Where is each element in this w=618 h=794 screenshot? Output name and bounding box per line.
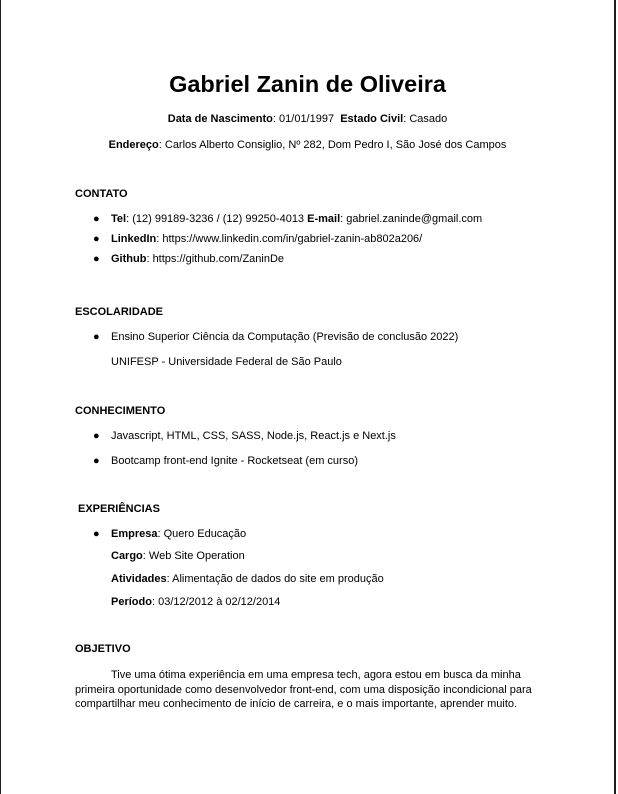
objective-paragraph <box>75 668 545 712</box>
role-value: Web Site Operation <box>148 550 245 562</box>
page-title: Gabriel Zanin de Oliveira <box>169 71 446 97</box>
education-institution: UNIFESP - Universidade Federal de São Paulo <box>111 356 342 368</box>
civil-value: Casado <box>409 113 448 125</box>
email-label: E-mail <box>307 213 341 225</box>
civil-label: Estado Civil <box>340 113 404 125</box>
bullet-icon: ● <box>93 331 100 343</box>
period-value: 03/12/2012 à 02/12/2014 <box>158 596 281 608</box>
birth-value: 01/01/1997 <box>279 113 335 125</box>
experience-activities: Atividades: Alimentação de dados do site em produção <box>111 573 384 585</box>
contact-github: Github: https://github.com/ZaninDe <box>111 253 285 265</box>
bullet-icon: ● <box>93 213 100 225</box>
bullet-icon: ● <box>93 528 100 540</box>
address-label: Endereço <box>108 139 159 151</box>
bullet-icon: ● <box>93 253 100 265</box>
section-heading-contato: CONTATO <box>75 188 128 200</box>
github-label: Github <box>111 253 147 265</box>
email-value[interactable]: gabriel.zaninde@gmail.com <box>346 213 483 225</box>
objective-line: compartilhar meu conhecimento de início de carreira, e o mais importante, aprender muito. <box>75 698 518 711</box>
role-label: Cargo <box>111 550 143 562</box>
birth-label: Data de Nascimento <box>167 113 273 125</box>
education-course: Ensino Superior Ciência da Computação (Previsão de conclusão 2022) <box>111 331 459 343</box>
experience-role: Cargo: Web Site Operation <box>111 550 245 562</box>
address-value: Carlos Alberto Consiglio, Nº 282, Dom Pedro I, São José dos Campos <box>164 139 507 151</box>
company-label: Empresa <box>111 528 158 540</box>
activities-label: Atividades <box>111 573 167 585</box>
address-line: Endereço: Carlos Alberto Consiglio, Nº 282, Dom Pedro I, São José dos Campos <box>108 139 507 151</box>
linkedin-label: LinkedIn <box>111 233 157 245</box>
company-value: Quero Educação <box>163 528 247 540</box>
personal-info-line: Data de Nascimento: 01/01/1997 Estado Civil: Casado <box>167 113 448 125</box>
period-label: Período <box>111 596 152 608</box>
section-heading-experiencias: EXPERIÊNCIAS <box>78 503 160 515</box>
tel-label: Tel <box>111 213 127 225</box>
experience-company: Empresa: Quero Educação <box>111 528 247 540</box>
section-heading-objetivo: OBJETIVO <box>75 643 131 655</box>
github-link[interactable]: https://github.com/ZaninDe <box>152 253 285 265</box>
experience-period: Período: 03/12/2012 à 02/12/2014 <box>111 596 281 608</box>
contact-linkedin: LinkedIn: https://www.linkedin.com/in/gabriel-zanin-ab802a206/ <box>111 233 423 245</box>
contact-phone-email: Tel: (12) 99189-3236 / (12) 99250-4013 E-mail: gabriel.zaninde@gmail.com <box>111 213 483 225</box>
bullet-icon: ● <box>93 455 100 467</box>
knowledge-item: Javascript, HTML, CSS, SASS, Node.js, React.js e Next.js <box>111 430 396 442</box>
activities-value: Alimentação de dados do site em produção <box>172 573 384 585</box>
section-heading-conhecimento: CONHECIMENTO <box>75 405 166 417</box>
objective-line: Tive uma ótima experiência em uma empresa tech, agora estou em busca da minha <box>111 669 521 681</box>
bullet-icon: ● <box>93 233 100 245</box>
tel-value: (12) 99189-3236 / (12) 99250-4013 <box>132 213 305 225</box>
linkedin-link[interactable]: https://www.linkedin.com/in/gabriel-zanin-ab802a206/ <box>162 233 423 245</box>
bullet-icon: ● <box>93 430 100 442</box>
objective-line: primeira oportunidade como desenvolvedor front-end, com uma disposição incondicional para <box>75 683 532 696</box>
knowledge-item: Bootcamp front-end Ignite - Rocketseat (em curso) <box>111 455 358 467</box>
section-heading-escolaridade: ESCOLARIDADE <box>75 306 164 318</box>
